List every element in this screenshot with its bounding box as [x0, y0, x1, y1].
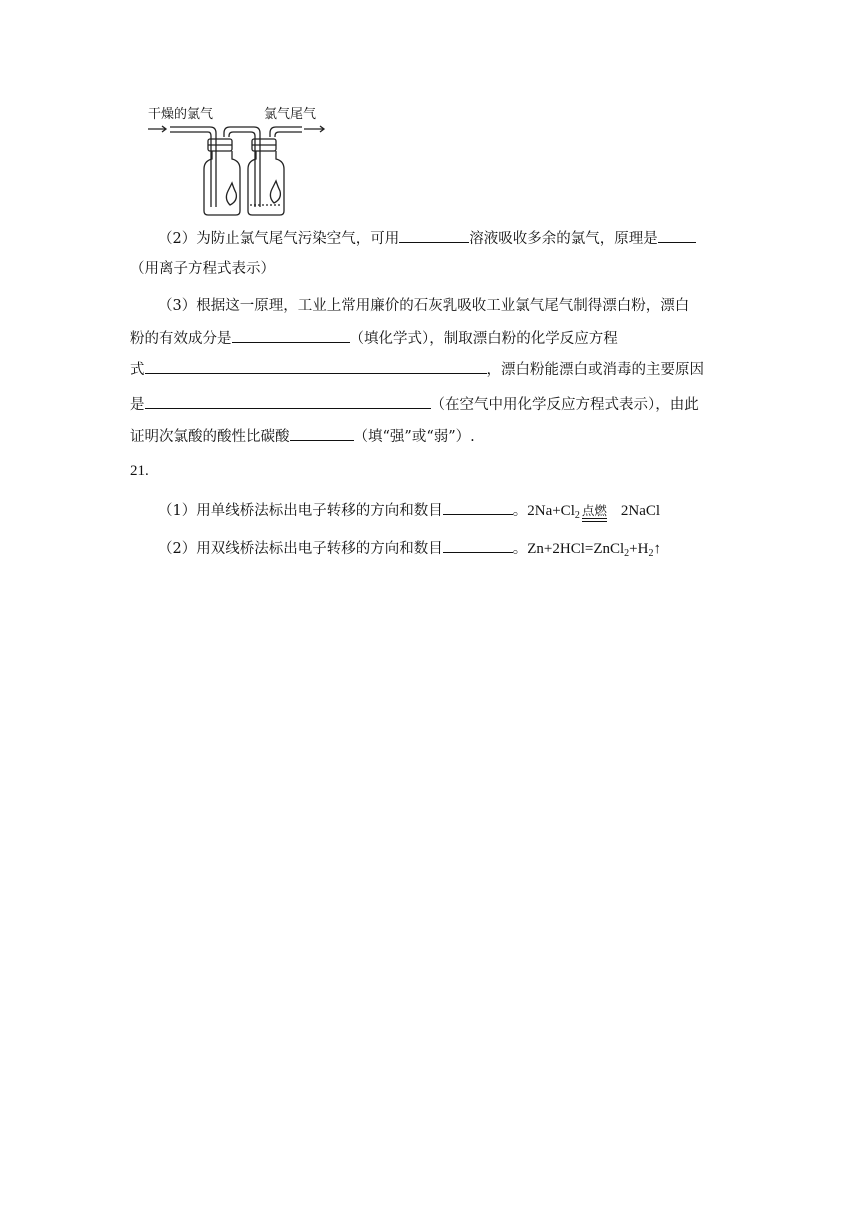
- q3-line3-suffix: ，漂白粉能漂白或消毒的主要原因: [486, 362, 704, 378]
- q3-line5: [130, 425, 475, 447]
- q2-blank-solution[interactable]: [399, 227, 469, 243]
- dry-chlorine-label: 干燥的氯气: [148, 107, 214, 122]
- q3-line1: （3）根据这一原理，工业上常用廉价的石灰乳吸收工业氯气尾气制得漂白粉，漂白: [158, 298, 690, 314]
- q3-line2-prefix: 粉的有效成分是: [130, 331, 232, 347]
- q2-blank-ionic-equation[interactable]: [658, 227, 696, 243]
- q3-line5-prefix: 证明次氯酸的酸性比碳酸: [130, 429, 290, 445]
- apparatus-drawing: [146, 103, 330, 219]
- q3-line4: [130, 393, 699, 415]
- gas-washing-bottles-figure: [146, 103, 330, 219]
- q21-part2-period: 。: [512, 541, 528, 557]
- q21-part1-text: （1）用单线桥法标出电子转移的方向和数目: [158, 503, 443, 519]
- q3-blank-equation[interactable]: [145, 358, 487, 374]
- eq1-rhs: 2NaCl: [620, 503, 661, 519]
- left-bottle-body: [204, 151, 240, 215]
- q2-line1: [158, 227, 696, 249]
- eq1-condition-text: 点燃: [581, 503, 607, 518]
- q21-part1-blank[interactable]: [443, 499, 513, 515]
- q3-blank-strong-weak[interactable]: [290, 425, 354, 441]
- q2-middle-text: 溶液吸收多余的氯气，原理是: [469, 231, 658, 247]
- q21-part2-blank[interactable]: [443, 537, 513, 553]
- left-colored-strip: [226, 183, 236, 205]
- eq2-equation: $Zn+2HCl=ZnCl_2+H_2↑$: [527, 541, 661, 559]
- eq1-lhs: $2Na+Cl_2$: [527, 503, 580, 521]
- q21-number: 21.: [130, 463, 149, 479]
- right-colored-strip: [270, 181, 280, 203]
- q3-line4-suffix: （在空气中用化学反应方程式表示），由此: [430, 397, 699, 413]
- q3-line4-prefix: 是: [130, 397, 145, 413]
- q21-part2-text: （2）用双线桥法标出电子转移的方向和数目: [158, 541, 443, 557]
- q3-line3-prefix: 式: [130, 362, 145, 378]
- q2-line2: （用离子方程式表示）: [130, 261, 275, 277]
- gas-evolution-arrow: ↑: [653, 541, 661, 557]
- q3-blank-reason-equation[interactable]: [145, 393, 431, 409]
- eq1-ignite-condition: [582, 504, 607, 522]
- q21-part1-period: 。: [512, 503, 528, 519]
- eq1-double-line: [582, 518, 607, 522]
- q3-line5-suffix: （填“强”或“弱”）.: [353, 429, 475, 445]
- q21-part1: [158, 499, 660, 522]
- chlorine-tail-gas-label: 氯气尾气: [264, 107, 317, 122]
- q3-blank-formula[interactable]: [232, 327, 350, 343]
- q3-line2: [130, 327, 618, 349]
- q3-line2-suffix: （填化学式），制取漂白粉的化学反应方程: [349, 331, 618, 347]
- q21-part2: [158, 537, 661, 559]
- q3-line3: [130, 358, 704, 380]
- q2-prefix-text: （2）为防止氯气尾气污染空气，可用: [158, 231, 400, 247]
